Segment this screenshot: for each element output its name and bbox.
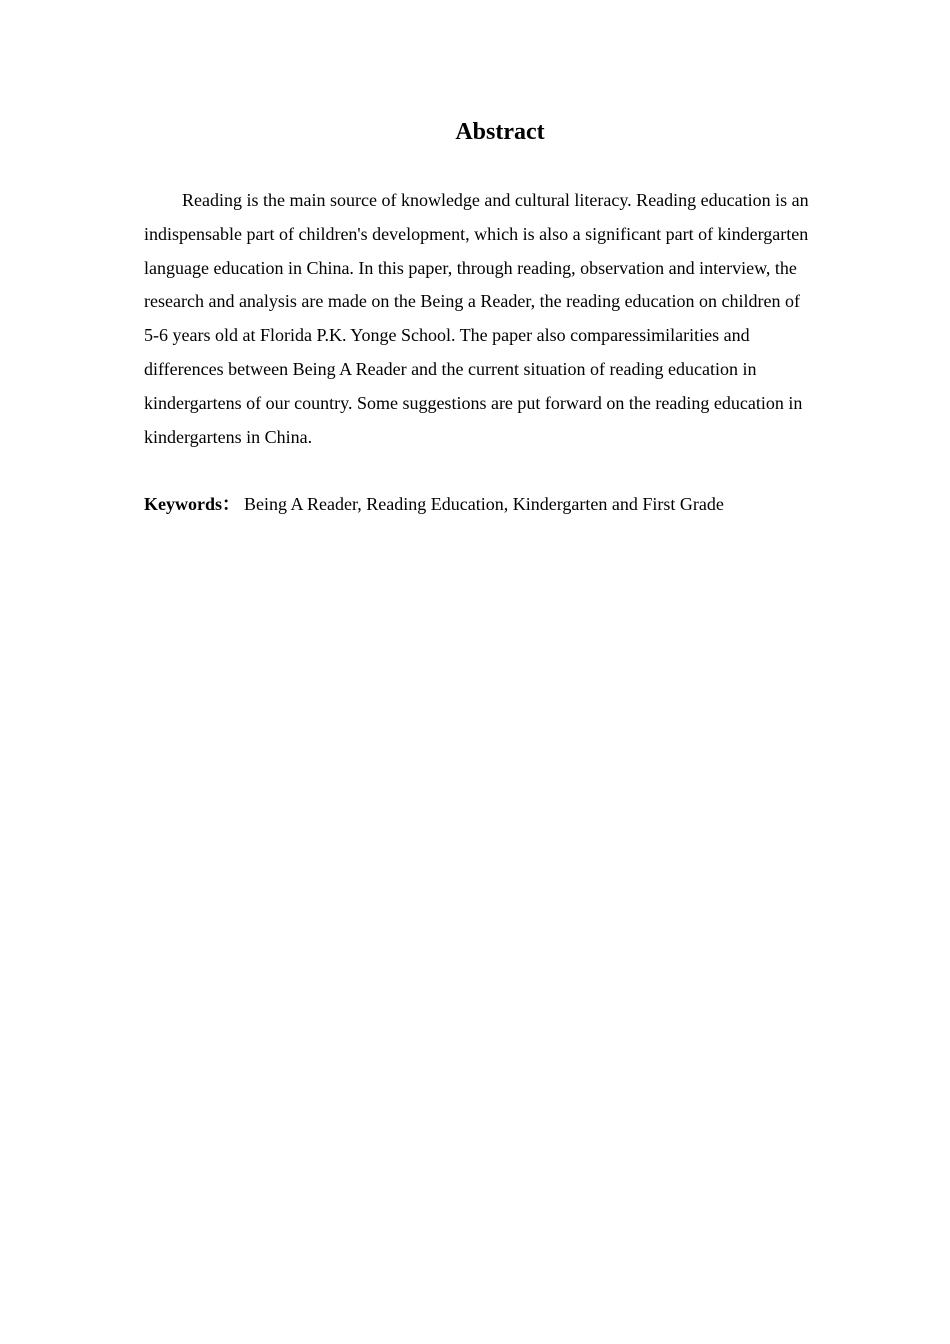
abstract-body: Reading is the main source of knowledge and cultural literacy. Reading education is an indispensable part of children's development, which is also a significant part of kindergarten language education in China. In this paper, through reading, observation and interview, the research and analysis are made on the Being a Reader, the reading education on children of 5-6 years old at Florida P.K. Yonge School. The paper also comparessimilarities and differences between Being A Reader and the current situation of reading education in kindergartens of our country. Some suggestions are put forward on the reading education in kindergartens in China. — [144, 190, 809, 447]
keywords-line — [144, 488, 856, 522]
keywords-list: Being A Reader, Reading Education, Kindergarten and First Grade — [244, 494, 724, 514]
abstract-title: Abstract — [455, 119, 545, 145]
keywords-separator: ： — [222, 494, 240, 514]
keywords-label: Keywords — [144, 494, 222, 514]
